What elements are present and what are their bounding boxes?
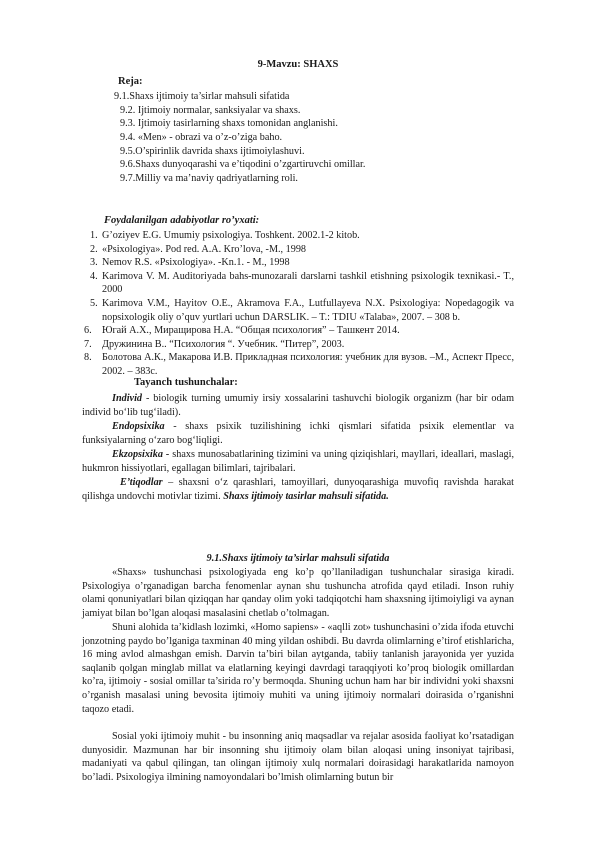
plan-item: 9.3. Ijtimoiy tasirlarning shaxs tomonidan anglanishi. — [120, 118, 338, 130]
plan-item: 9.5.O’spirinlik davrida shaxs ijtimoiylashuvi. — [120, 145, 305, 157]
concept-definition: shaxs munosabatlarining tizimini va uning qiziqishlari, mayllari, ideallari, maslagi, hukmron hissiyotlari, egallagan bilimlari, tajribalari. — [82, 449, 514, 474]
literature-item — [82, 270, 514, 297]
literature-item — [82, 324, 514, 338]
plan-item-text: 9.7.Milliy va ma’naviy qadriyatlarning roli. — [120, 173, 298, 185]
concept-term: E’tiqodlar — [120, 477, 163, 488]
literature-list — [82, 229, 514, 379]
page-title: 9-Mavzu: SHAXS — [257, 59, 339, 70]
literature-num: 8. — [84, 352, 92, 364]
paragraph: «Shaxs» tushunchasi psixologiyada eng ko’p qo’llaniladigan tushunchalar sirasiga kiradi. Psixologiya o’rganadigan barcha fenomenlar aynan shu tushuncha atrofida qayd etiladi. Inson ruhiy olami qonuniyatlari bilan qiziqqan har qanday olim yoki tadqiqotchi ham shaxsning ijtimoiyligi va aynan jamiyat bilan bo’lgan aloqasi masalasini chetlab o’tolmagan. — [82, 567, 514, 619]
concept-term: Ekzopsixika - — [112, 449, 170, 460]
literature-text: «Psixologiya». Pod red. A.A. Kro’lova, -M., 1998 — [102, 243, 307, 255]
literature-text: Karimova V.M., Hayitov O.E., Akramova F.A., Lutfullayeva N.X. Psixologiya: Nopedagogik va nopsixologik oliy o’quv yurtlari uchun DARSLIK. – T.: TDIU «Talaba», 2007. – 308 b. — [102, 297, 514, 323]
concept-ekzopsixika — [82, 448, 514, 475]
literature-num: 3. — [90, 257, 98, 269]
literature-num: 1. — [90, 230, 98, 241]
concept-etiqod — [82, 476, 514, 503]
literature-heading: Foydalanilgan adabiyotlar ro’yxati: — [104, 215, 260, 226]
literature-text: Nemov R.S. «Psixologiya». -Kn.1. - M., 1998 — [102, 257, 290, 269]
concept-term: Endopsixika — [112, 421, 165, 432]
literature-text: Дружинина В.. “Психология “. Учебник. “Питер”, 2003. — [102, 338, 345, 350]
literature-num: 6. — [84, 325, 92, 337]
literature-text: G’oziyev E.G. Umumiy psixologiya. Toshkent. 2002.1-2 kitob. — [102, 230, 360, 241]
concept-definition: - biologik turning umumiy irsiy xossalarini tashuvchi biologik organizm (har bir odam individ bo‘lib tug‘iladi). — [82, 393, 514, 418]
plan-heading: Reja: — [118, 76, 143, 87]
concept-tail: Shaxs ijtimoiy tasirlar mahsuli sifatida. — [223, 490, 389, 502]
plan-item: 9.6.Shaxs dunyoqarashi va e’tiqodini o’zgartiruvchi omillar. — [120, 159, 366, 171]
plan-list — [114, 90, 365, 186]
literature-item — [82, 229, 514, 243]
literature-num: 2. — [90, 243, 98, 255]
literature-item — [82, 351, 514, 378]
concepts-heading: Tayanch tushunchalar: — [134, 377, 238, 388]
literature-text: Karimova V. M. Auditoriyada bahs-munozarali darslarni tashkil etishning psixologik texnikasi.- T., 2000 — [102, 270, 514, 296]
literature-num: 4. — [90, 270, 98, 282]
concept-endopsixika — [82, 420, 514, 447]
literature-num: 7. — [84, 338, 92, 350]
concept-term: Individ — [112, 393, 143, 404]
concept-definition: – shaxsni o‘z qarashlari, tamoyillari, dunyoqarashiga muvofiq ravishda harakat qilishga undovchi motivlar tizimi. — [82, 477, 514, 502]
literature-text: Югай А.Х., Миращирова Н.А. “Общая психология” – Ташкент 2014. — [102, 325, 400, 337]
literature-item — [82, 338, 514, 352]
plan-item: 9.4. «Men» - obrazi va o’z-o’ziga baho. — [120, 132, 283, 144]
plan-item — [114, 172, 365, 186]
literature-item — [82, 243, 514, 257]
concept-definition: - shaxs psixik tuzilishining ichki qismlari sifatida psixik elementlar va funksiyalarning o‘zaro bog‘liqligi. — [82, 421, 514, 446]
plan-item: 9.1.Shaxs ijtimoiy ta’sirlar mahsuli sifatida — [114, 91, 290, 102]
literature-num: 5. — [90, 297, 98, 309]
section-title: 9.1.Shaxs ijtimoiy ta’sirlar mahsuli sifatida — [206, 553, 390, 564]
concept-individ — [82, 392, 514, 419]
literature-item — [82, 297, 514, 324]
literature-item — [82, 256, 514, 270]
paragraph: Shuni alohida ta’kidlash lozimki, «Homo sapiens» - «aqlli zot» tushunchasini o’zida ifoda etuvchi jonzotning paydo bo’lganiga taxminan 40 ming yildan oshibdi. Bu davrda olimlarning e’tirof etishlaricha, 16 ming avlod almashgan emish. Darvin ta’biri bilan aytganda, tabiiy tanlanish jarayonida yer yuzida saqlanib qolgan minglab millat va elatlarning keyingi davrdagi taraqqiyoti ko’proq biologik omillardan ko’ra, ijtimoiy - sosial omillar ta’sirida ro’y bermoqda. Shuning uchun ham har bir individni yoki shaxsni o’rganish masalasi uning bevosita ijtimoiy muhiti va uning ijtimoiy normalari doirasida o’rganishni taqozo etadi. — [82, 622, 514, 715]
paragraph: Sosial yoki ijtimoiy muhit - bu insonning aniq maqsadlar va rejalar asosida faoliyat ko’rsatadigan dunyosidir. Mazmunan har bir insonning shu ijtimoiy olam bilan aloqasi uning insoniyat tajribasi, madaniyati va qabul qilingan, tan olingan ijtimoiy xulq normalari doirasidagi harakatlarida namoyon bo’ladi. Psixologiya ilmining namoyondalari bo’lmish olimlarning butun bir — [82, 731, 514, 783]
literature-text: Болотова А.К., Макарова И.В. Прикладная психология: учебник для вузов. –М., Аспект Пресс, 2002. – 383с. — [102, 352, 514, 377]
plan-item: 9.2. Ijtimoiy normalar, sanksiyalar va shaxs. — [120, 104, 301, 116]
